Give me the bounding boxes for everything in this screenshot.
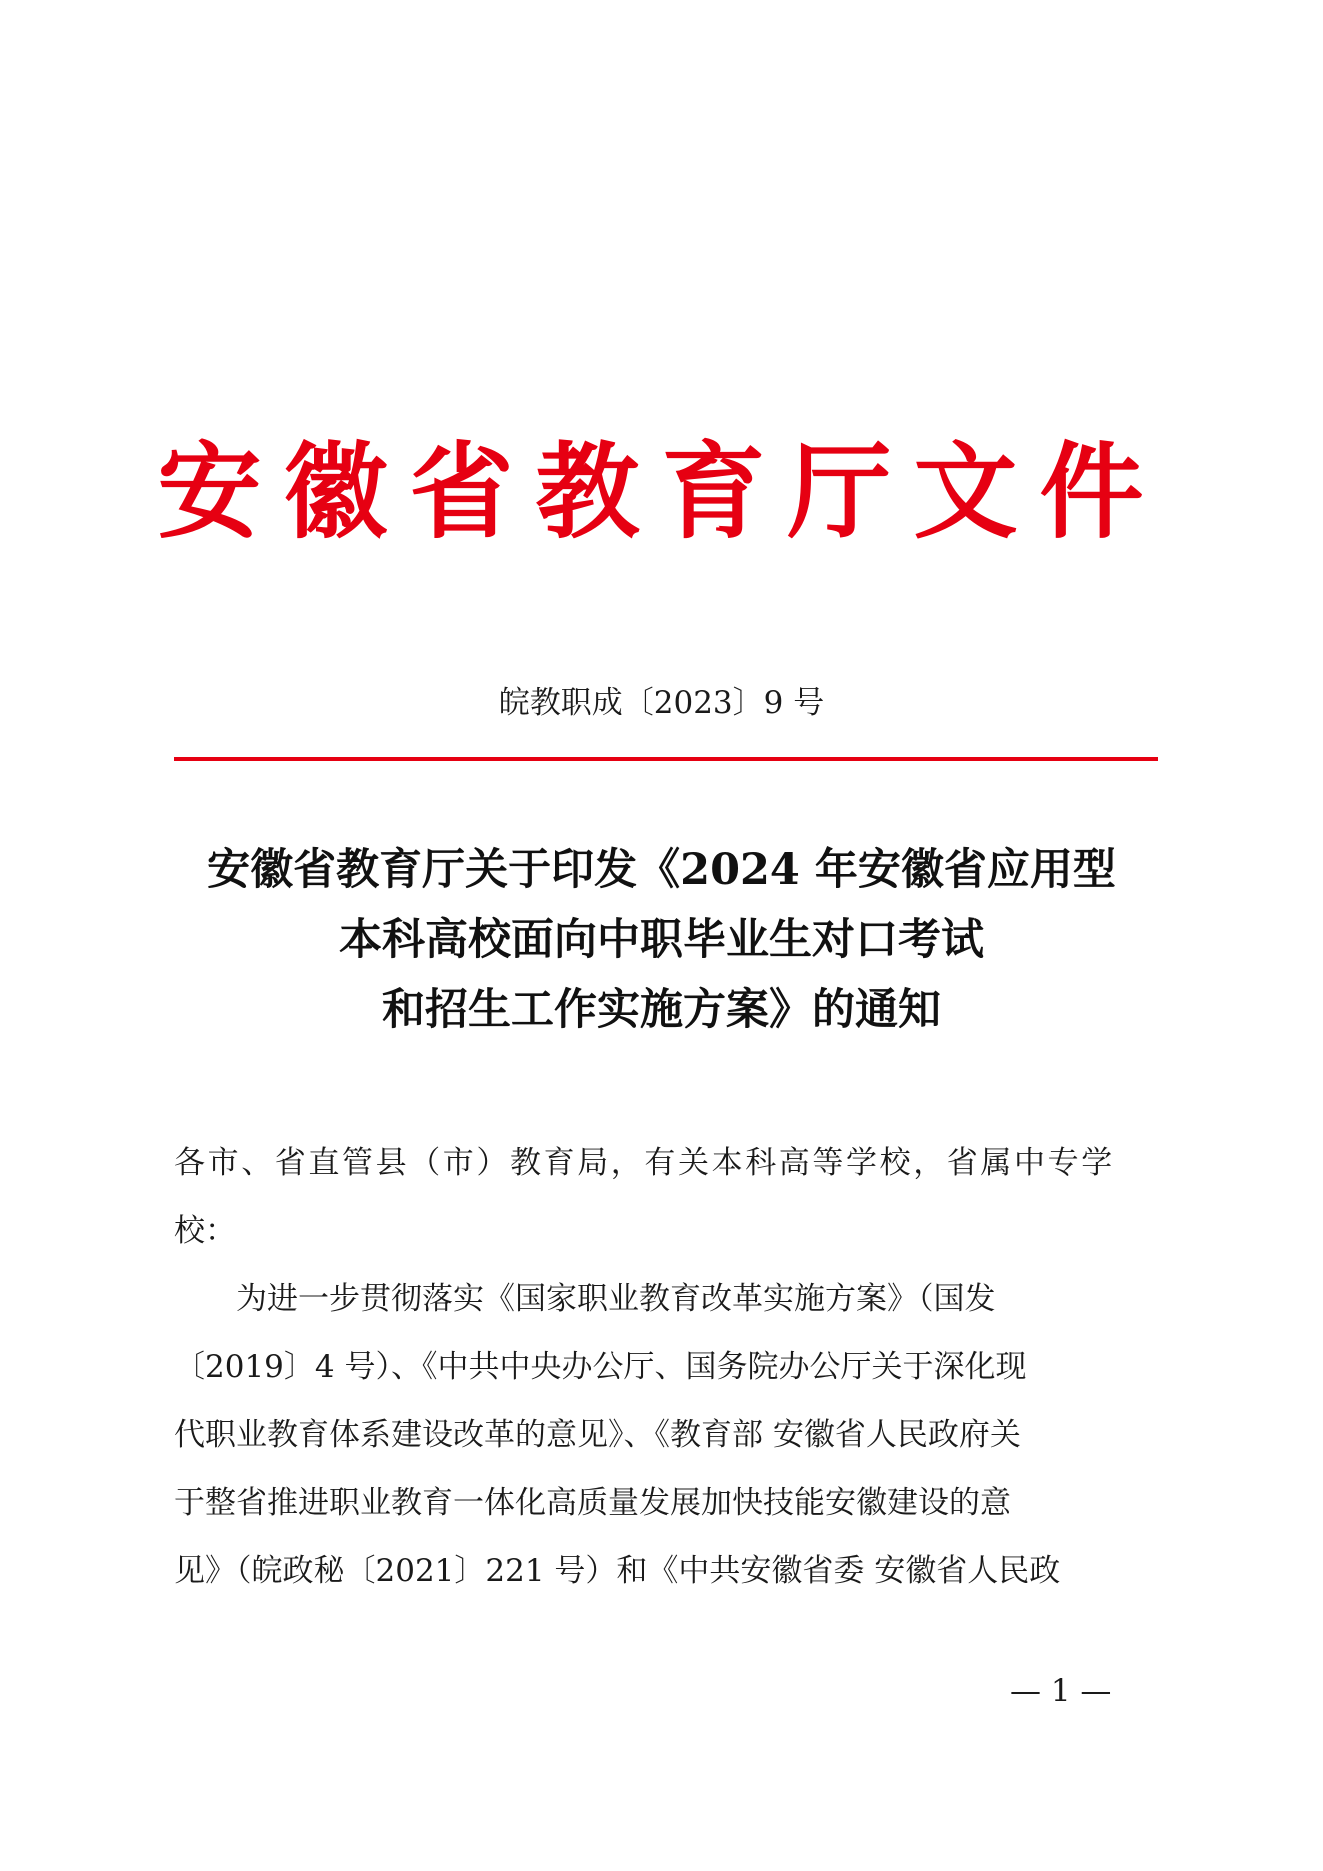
title-line-2: 本科高校面向中职毕业生对口考试 xyxy=(339,915,984,965)
masthead-title: 安徽省教育厅文件 xyxy=(157,431,1166,553)
addressee-line-2: 校： xyxy=(174,1213,236,1249)
paragraph-line-5: 见》（皖政秘〔2021〕221 号）和《中共安徽省委 安徽省人民政 xyxy=(174,1553,1061,1589)
addressee-line-1: 各市、省直管县（市）教育局，有关本科高等学校，省属中专学 xyxy=(174,1145,1115,1181)
paragraph-line-4: 于整省推进职业教育一体化高质量发展加快技能安徽建设的意 xyxy=(174,1485,1011,1521)
body-paragraph xyxy=(174,1265,1158,1605)
paragraph-line-1: 为进一步贯彻落实《国家职业教育改革实施方案》（国发 xyxy=(174,1281,996,1317)
paragraph-line-3: 代职业教育体系建设改革的意见》、《教育部 安徽省人民政府关 xyxy=(174,1417,1021,1453)
title-line-1: 安徽省教育厅关于印发《2024 年安徽省应用型 xyxy=(207,845,1116,895)
paragraph-line-2: 〔2019〕4 号）、《中共中央办公厅、国务院办公厅关于深化现 xyxy=(174,1349,1027,1385)
page-number: — 1 — xyxy=(1010,1673,1112,1709)
red-divider xyxy=(174,757,1158,761)
document-number: 皖教职成〔2023〕9 号 xyxy=(498,685,825,721)
notice-title xyxy=(140,835,1183,1045)
title-line-3: 和招生工作实施方案》的通知 xyxy=(382,985,941,1035)
